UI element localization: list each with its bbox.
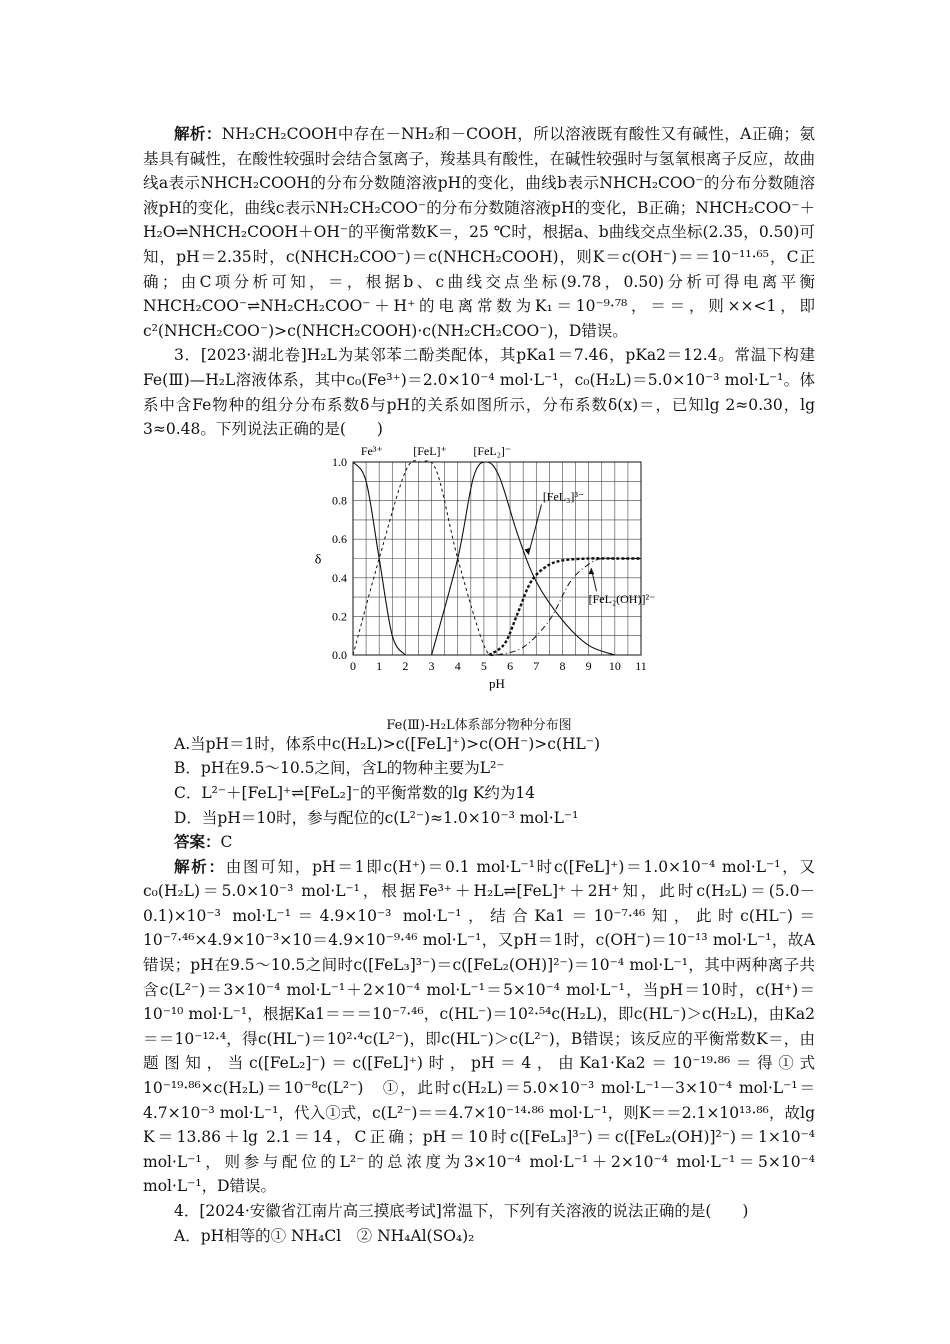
species-label: [FeL]⁺: [413, 443, 447, 458]
x-tick-label: 11: [635, 658, 647, 673]
species-label: [FeL₃]³⁻: [542, 489, 585, 504]
analysis-text: 由图可知，pH＝1即c(H⁺)＝0.1 mol·L⁻¹时c([FeL]⁺)＝1.0×10⁻⁴ mol·L⁻¹，又c₀(H₂L)＝5.0×10⁻³ mol·L⁻¹，根据Fe³⁺＋H₂L⇌[FeL]⁺＋2H⁺知，此时c(H₂L)＝(5.0－0.1)×10⁻³ mol·L⁻¹＝4.9×10⁻³ mol·L⁻¹，结合Ka1＝10⁻⁷·⁴⁶知，此时c(HL⁻)＝10⁻⁷·⁴⁶×4.9×10⁻³×10＝4.9×10⁻⁹·⁴⁶ mol·L⁻¹，又pH＝1时，c(OH⁻)＝10⁻¹³ mol·L⁻¹，故A错误；pH在9.5～10.5之间时c([FeL₃]³⁻)＝c([FeL₂(OH)]²⁻)＝10⁻⁴ mol·L⁻¹，其中两种离子共含c(L²⁻)＝3×10⁻⁴ mol·L⁻¹＋2×10⁻⁴ mol·L⁻¹＝5×10⁻⁴ mol·L⁻¹，当pH＝10时，c(H⁺)＝10⁻¹⁰ mol·L⁻¹，根据Ka1＝＝＝10⁻⁷·⁴⁶，c(HL⁻)＝10²·⁵⁴c(H₂L)，即c(HL⁻)＞c(H₂L)，由Ka2＝＝10⁻¹²·⁴，得c(HL⁻)＝10²·⁴c(L²⁻)，即c(HL⁻)＞c(L²⁻)，B错误；该反应的平衡常数K＝，由题图知，当c([FeL₂]⁻)＝c([FeL]⁺)时，pH＝4，由Ka1·Ka2＝10⁻¹⁹·⁸⁶＝得①式10⁻¹⁹·⁸⁶×c(H₂L)＝10⁻⁸c(L²⁻) ①，此时c(H₂L)＝5.0×10⁻³ mol·L⁻¹－3×10⁻⁴ mol·L⁻¹＝4.7×10⁻³ mol·L⁻¹，代入①式，c(L²⁻)＝＝4.7×10⁻¹⁴·⁸⁶ mol·L⁻¹，则K＝＝2.1×10¹³·⁸⁶，故lg K＝13.86＋lg 2.1＝14，C正确；pH＝10时c([FeL₃]³⁻)＝c([FeL₂(OH)]²⁻)＝1×10⁻⁴ mol·L⁻¹，则参与配位的L²⁻的总浓度为3×10⁻⁴ mol·L⁻¹＋2×10⁻⁴ mol·L⁻¹＝5×10⁻⁴ mol·L⁻¹，D错误。: [143, 857, 815, 1196]
x-tick-label: 5: [480, 658, 487, 673]
y-tick-label: 1.0: [332, 454, 347, 469]
x-tick-label: 4: [454, 658, 461, 673]
series-line: [497, 558, 641, 655]
x-tick-label: 3: [428, 658, 435, 673]
distribution-chart-figure: [143, 442, 815, 732]
prev-analysis-paragraph: [143, 122, 815, 343]
chart-axes: [315, 455, 647, 691]
q3-analysis-paragraph: [143, 855, 815, 1199]
x-tick-label: 2: [402, 658, 409, 673]
y-tick-label: 0.6: [332, 531, 347, 546]
series-line: [353, 460, 497, 655]
series-line: [489, 558, 641, 655]
q4-option-a: A．pH相等的① NH₄Cl ② NH₄Al(SO₄)₂: [174, 1226, 475, 1245]
analysis-label: 解析：: [174, 124, 222, 143]
x-tick-label: 10: [608, 658, 621, 673]
x-tick-label: 8: [559, 658, 566, 673]
y-axis-label: δ: [314, 552, 322, 568]
answer-line: [143, 830, 815, 855]
document-page: [143, 122, 815, 1248]
answer-value: C: [220, 833, 233, 852]
x-tick-label: 6: [507, 658, 514, 673]
analysis-text: NH₂CH₂COOH中存在－NH₂和－COOH，所以溶液既有酸性又有碱性，A正确；氨基具有碱性，在酸性较强时会结合氢离子，羧基具有酸性，在碱性较强时与氢氧根离子反应，故曲线a表示NHCH₂COOH的分布分数随溶液pH的变化，曲线b表示NHCH₂COO⁻的分布分数随溶液pH的变化，曲线c表示NH₂CH₂COO⁻的分布分数随溶液pH的变化，B正确；NHCH₂COO⁻＋H₂O⇌NHCH₂COOH＋OH⁻的平衡常数K＝，25 ℃时，根据a、b曲线交点坐标(2.35，0.50)可知，pH＝2.35时，c(NHCH₂COO⁻)＝c(NHCH₂COOH)，则K＝c(OH⁻)＝＝10⁻¹¹·⁶⁵，C正确；由C项分析可知，＝，根据b、c曲线交点坐标(9.78，0.50)分析可得电离平衡NHCH₂COO⁻⇌NH₂CH₂COO⁻＋H⁺的电离常数为K₁＝10⁻⁹·⁷⁸，＝＝，则××<1，即c²(NHCH₂COO⁻)>c(NHCH₂COOH)·c(NH₂CH₂COO⁻)，D错误。: [143, 125, 815, 340]
answer-label: 答案：: [174, 832, 221, 852]
y-tick-label: 0.0: [332, 647, 347, 662]
option-a: A.当pH＝1时，体系中c(H₂L)>c([FeL]⁺)>c(OH⁻)>c(HL⁻): [174, 734, 601, 753]
option-b: B．pH在9.5～10.5之间，含L的物种主要为L²⁻: [174, 759, 505, 778]
pointer-arrowhead: [588, 568, 594, 574]
y-tick-label: 0.2: [332, 609, 347, 624]
x-axis-label: pH: [489, 675, 505, 691]
species-label: [FeL₂(OH)]²⁻: [588, 591, 656, 606]
y-tick-label: 0.4: [332, 570, 347, 585]
chart-caption: Fe(Ⅲ)-H₂L体系部分物种分布图: [386, 717, 572, 733]
x-tick-label: 9: [585, 658, 592, 673]
x-tick-label: 1: [376, 658, 383, 673]
question-4-stem: 4．[2024·安徽省江南片高三摸底考试]常温下，下列有关溶液的说法正确的是( ): [174, 1202, 749, 1220]
question-3-stem: 3．[2023·湖北卷]H₂L为某邻苯二酚类配体，其pKa1＝7.46，pKa2＝12.4。常温下构建Fe(Ⅲ)—H₂L溶液体系，其中c₀(Fe³⁺)＝2.0×10⁻⁴ mol·L⁻¹，c₀(H₂L)＝5.0×10⁻³ mol·L⁻¹。体系中含Fe物种的组分分布系数δ与pH的关系如图所示，分布系数δ(x)＝，已知lg 2≈0.30，lg 3≈0.48。下列说法正确的是( ): [143, 346, 815, 439]
x-tick-label: 0: [350, 658, 356, 673]
option-c: C．L²⁻＋[FeL]⁺⇌[FeL₂]⁻的平衡常数的lg K约为14: [174, 783, 536, 802]
x-tick-label: 7: [533, 658, 540, 673]
distribution-chart: [308, 442, 656, 714]
option-d: D．当pH＝10时，参与配位的c(L²⁻)≈1.0×10⁻³ mol·L⁻¹: [174, 808, 579, 827]
y-tick-label: 0.8: [332, 493, 347, 508]
chart-labels: [361, 444, 656, 606]
species-label: Fe³⁺: [360, 443, 383, 458]
species-label: [FeL₂]⁻: [473, 443, 512, 458]
pointer-line: [528, 504, 541, 554]
analysis-label: 解析：: [174, 856, 226, 876]
